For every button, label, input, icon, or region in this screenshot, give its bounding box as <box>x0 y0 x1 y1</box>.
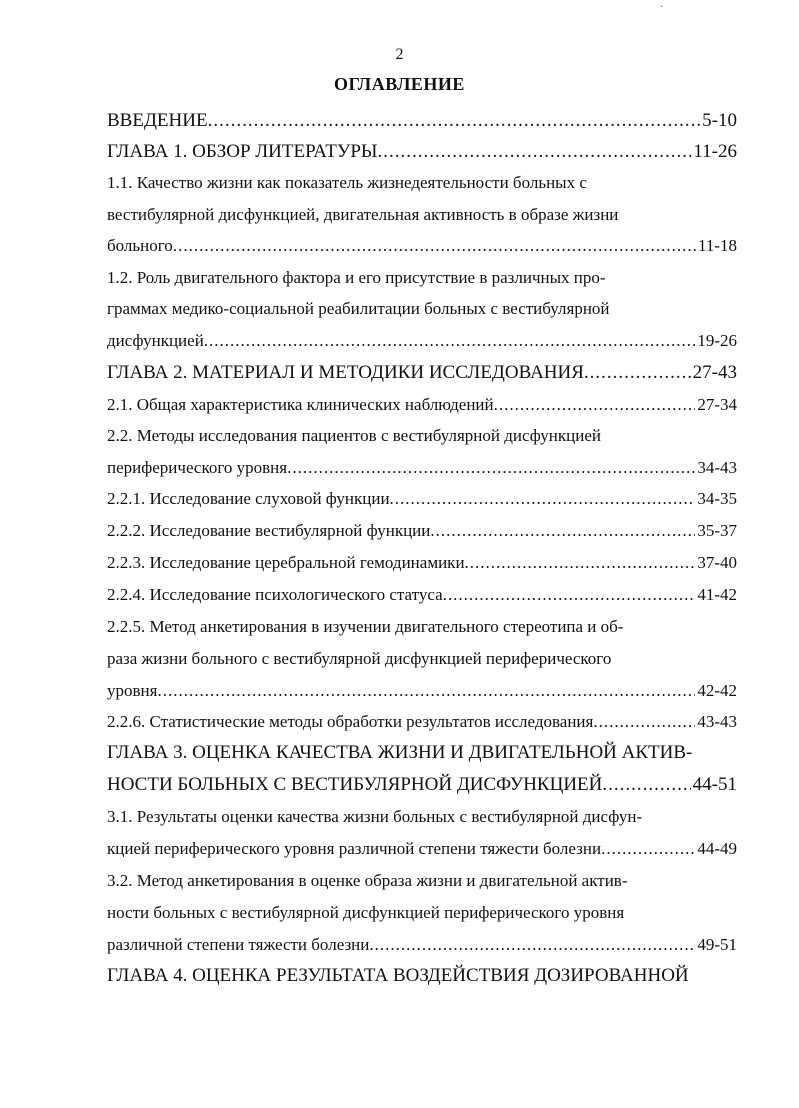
toc-entry-text: 2.2.1. Исследование слуховой функции <box>107 489 390 508</box>
toc-entry-text: НОСТИ БОЛЬНЫХ С ВЕСТИБУЛЯРНОЙ ДИСФУНКЦИЕЙ <box>107 774 603 795</box>
toc-page-range: 34-43 <box>697 458 737 477</box>
toc-entry-2-2-4[interactable] <box>107 584 737 606</box>
toc-entry-text: кцией периферического уровня различной степени тяжести болезни <box>107 839 602 858</box>
toc-entry-2-2[interactable] <box>107 457 737 479</box>
toc-entry-1-2[interactable] <box>107 330 737 352</box>
toc-entry-3-1-line1: 3.1. Результаты оценки качества жизни больных с вестибулярной дисфун- <box>107 807 643 826</box>
toc-entry-2-2-2[interactable] <box>107 520 737 542</box>
toc-entry-2-2-3[interactable] <box>107 552 737 574</box>
toc-page-range: 27-34 <box>697 395 737 414</box>
toc-entry-2-2-5[interactable] <box>107 680 737 702</box>
corner-mark: · <box>660 2 664 13</box>
toc-entry-chapter-4-line1[interactable]: ГЛАВА 4. ОЦЕНКА РЕЗУЛЬТАТА ВОЗДЕЙСТВИЯ ДОЗИРОВАННОЙ <box>107 965 689 986</box>
toc-entry-chapter-1[interactable] <box>107 141 737 163</box>
toc-entry-2-2-line1: 2.2. Методы исследования пациентов с вестибулярной дисфункцией <box>107 426 601 445</box>
toc-entry-text: ГЛАВА 2. МАТЕРИАЛ И МЕТОДИКИ ИССЛЕДОВАНИЯ <box>107 362 584 383</box>
toc-leader-dots <box>593 711 695 733</box>
toc-page-range: 19-26 <box>697 331 737 350</box>
toc-entry-3-2-line1: 3.2. Метод анкетирования в оценке образа жизни и двигательной актив- <box>107 871 628 890</box>
toc-leader-dots <box>208 110 701 132</box>
toc-entry-chapter-2[interactable] <box>107 362 737 384</box>
toc-page-range: 42-42 <box>697 681 737 700</box>
toc-leader-dots <box>601 838 695 860</box>
toc-page-range: 11-26 <box>693 141 737 162</box>
toc-entry-text: 2.2.2. Исследование вестибулярной функции <box>107 521 431 540</box>
toc-page-range: 43-43 <box>697 712 737 731</box>
toc-leader-dots <box>204 330 696 352</box>
toc-entry-chapter-3-line1: ГЛАВА 3. ОЦЕНКА КАЧЕСТВА ЖИЗНИ И ДВИГАТЕЛЬНОЙ АКТИВ- <box>107 742 693 763</box>
toc-entry-text: периферического уровня <box>107 458 288 477</box>
toc-entry-2-2-5-line2: раза жизни больного с вестибулярной дисфункцией периферического <box>107 649 612 668</box>
toc-entry-1-1-line1: 1.1. Качество жизни как показатель жизнедеятельности больных с <box>107 173 587 192</box>
toc-page-range: 11-18 <box>697 236 737 255</box>
toc-entry-text: больного <box>107 236 173 255</box>
toc-leader-dots <box>173 235 696 257</box>
toc-entry-1-2-line2: граммах медико-социальной реабилитации больных с вестибулярной <box>107 299 610 318</box>
toc-entry-1-2-line1: 1.2. Роль двигательного фактора и его присутствие в различных про- <box>107 268 606 287</box>
toc-page-range: 27-43 <box>692 362 737 383</box>
toc-leader-dots <box>430 520 695 542</box>
toc-entry-text: 2.1. Общая характеристика клинических наблюдений <box>107 395 494 414</box>
toc-entry-text: 2.2.6. Статистические методы обработки результатов исследования <box>107 712 594 731</box>
toc-entry-2-2-6[interactable] <box>107 711 737 733</box>
toc-entry-2-2-5-line1: 2.2.5. Метод анкетирования в изучении двигательного стереотипа и об- <box>107 617 624 636</box>
toc-entry-text: дисфункцией <box>107 331 204 350</box>
toc-entry-2-1[interactable] <box>107 394 737 416</box>
toc-page-range: 41-42 <box>697 585 737 604</box>
page-title: ОГЛАВЛЕНИЕ <box>334 74 465 94</box>
toc-page-range: 35-37 <box>697 521 737 540</box>
toc-entry-1-1-line2: вестибулярной дисфункцией, двигательная активность в образе жизни <box>107 205 619 224</box>
toc-page-range: 44-51 <box>692 774 737 795</box>
toc-entry-text: ГЛАВА 1. ОБЗОР ЛИТЕРАТУРЫ <box>107 141 378 162</box>
toc-leader-dots <box>378 141 692 163</box>
toc-entry-chapter-3[interactable] <box>107 774 737 796</box>
toc-entry-text: 2.2.3. Исследование церебральной гемодинамики <box>107 553 465 572</box>
toc-entry-text: ВВЕДЕНИЕ <box>107 110 208 131</box>
toc-entry-text: различной степени тяжести болезни <box>107 935 370 954</box>
toc-leader-dots <box>287 457 695 479</box>
toc-entry-text: уровня <box>107 681 158 700</box>
toc-entry-3-2-line2: ности больных с вестибулярной дисфункцией периферического уровня <box>107 903 625 922</box>
page-number: 2 <box>395 46 404 63</box>
toc-entry-intro[interactable] <box>107 110 737 132</box>
toc-leader-dots <box>157 680 695 702</box>
toc-leader-dots <box>494 394 696 416</box>
toc-page-range: 49-51 <box>697 935 737 954</box>
toc-entry-text: 2.2.4. Исследование психологического статуса <box>107 585 443 604</box>
toc-leader-dots <box>443 584 696 606</box>
toc-entry-3-2[interactable] <box>107 934 737 956</box>
toc-entry-3-1[interactable] <box>107 838 737 860</box>
toc-page-range: 37-40 <box>697 553 737 572</box>
toc-leader-dots <box>369 934 695 956</box>
toc-leader-dots <box>602 774 690 796</box>
toc-page-range: 34-35 <box>697 489 737 508</box>
toc-entry-2-2-1[interactable] <box>107 488 737 510</box>
toc-leader-dots <box>390 488 696 510</box>
toc-leader-dots <box>584 362 691 384</box>
toc-page-range: 44-49 <box>697 839 737 858</box>
toc-entry-1-1[interactable] <box>107 235 737 257</box>
toc-leader-dots <box>465 552 696 574</box>
toc-page-range: 5-10 <box>702 110 737 131</box>
